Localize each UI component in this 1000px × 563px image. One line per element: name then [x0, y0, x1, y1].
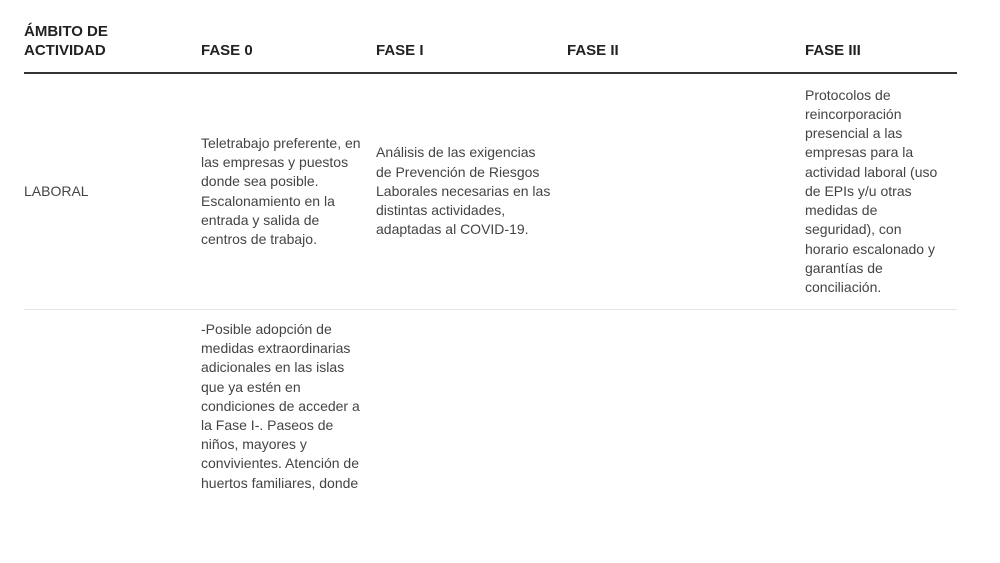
fase-0-text: Teletrabajo preferente, en las empresas y puestos donde sea posible. Escalonamiento en la entrada y salida de centros de trabajo. — [201, 134, 361, 247]
cell-ambito — [24, 310, 201, 493]
header-ambito — [24, 22, 201, 73]
fase-0-text: -Posible adopción de medidas extraordinarias adicionales en las islas que ya estén en condiciones de acceder a la Fase I-. Paseos de niños, mayores y convivientes. Atención de huertos familiares, donde — [201, 321, 360, 491]
table-body — [24, 73, 957, 493]
header-ambito-line2: ACTIVIDAD — [24, 42, 106, 59]
table-header — [24, 22, 957, 73]
cell-fase-1 — [376, 310, 567, 493]
fase-3-text: Protocolos de reincorporación presencial a las empresas para la actividad laboral (uso de EPIs y/u otras medidas de seguridad), con horario escalonado y garantías de conciliación. — [805, 86, 938, 295]
header-row — [24, 22, 957, 73]
cell-fase-2 — [567, 310, 805, 493]
table-row — [24, 73, 957, 310]
cell-fase-2 — [567, 73, 805, 310]
cell-fase-1 — [376, 73, 567, 310]
header-fase-1: FASE I — [376, 22, 567, 73]
cell-fase-0 — [201, 310, 376, 493]
fase-1-text: Análisis de las exigencias de Prevención de Riesgos Laborales necesarias en las distintas actividades, adaptadas al COVID-19. — [376, 144, 551, 238]
header-fase-2: FASE II — [567, 22, 805, 73]
cell-fase-3 — [805, 310, 957, 493]
phases-table — [24, 22, 957, 493]
table-row — [24, 310, 957, 493]
cell-fase-3 — [805, 73, 957, 310]
cell-fase-0 — [201, 73, 376, 310]
cell-ambito — [24, 73, 201, 310]
header-ambito-line1: ÁMBITO DE — [24, 23, 108, 40]
header-fase-3: FASE III — [805, 22, 957, 73]
header-fase-0: FASE 0 — [201, 22, 376, 73]
ambito-label: LABORAL — [24, 182, 89, 199]
